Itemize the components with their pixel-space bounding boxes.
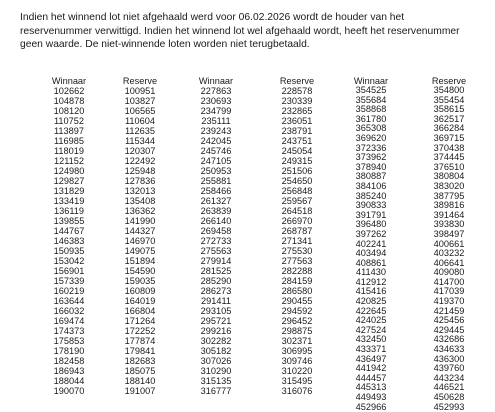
table-cell: 414700 (433, 276, 465, 287)
table-cell: 125948 (124, 166, 156, 176)
table-cell: 269458 (200, 226, 232, 236)
table-cell: 383020 (433, 180, 465, 191)
table-cell: 185075 (124, 366, 156, 376)
table-cell: 171264 (124, 316, 156, 326)
table-cell: 286273 (200, 286, 232, 296)
notice-line-1: Indien het winnend lot niet afgehaald werd voor 06.02.2026 wordt de houder van het (20, 12, 405, 23)
table-cell: 421459 (433, 305, 465, 316)
table-cell: 124980 (53, 166, 85, 176)
table-cell: 234799 (200, 106, 232, 116)
table-cell: 121152 (54, 156, 84, 166)
column-cells (181, 86, 251, 396)
table-cell: 299216 (200, 326, 232, 336)
table-cell: 294592 (281, 306, 313, 316)
table-cell: 110752 (54, 116, 84, 126)
table-cell: 432450 (355, 334, 387, 345)
table-cell: 243751 (281, 136, 313, 146)
table-cell: 232865 (281, 106, 313, 116)
table-cell: 160809 (124, 286, 156, 296)
table-cell: 141990 (124, 216, 156, 226)
table-cell: 445313 (355, 382, 387, 393)
table-cell: 415416 (355, 286, 387, 297)
table-cell: 444457 (355, 372, 387, 383)
table-cell: 365308 (355, 123, 387, 134)
table-cell: 118019 (54, 146, 84, 156)
table-cell: 112635 (125, 126, 155, 136)
table-cell: 144767 (53, 226, 85, 236)
table-cell: 169474 (53, 316, 85, 326)
table-cell: 393830 (433, 219, 465, 230)
table-cell: 373962 (355, 152, 387, 163)
table-cell: 424025 (355, 315, 387, 326)
table-cell: 245054 (281, 146, 313, 156)
table-cell: 452966 (355, 401, 387, 412)
table-cell: 190070 (53, 386, 85, 396)
table-cell: 108120 (53, 106, 85, 116)
table-cell: 172252 (124, 326, 156, 336)
table-cell: 159035 (124, 276, 156, 286)
table-cell: 113897 (54, 126, 84, 136)
table-cell: 281525 (200, 266, 232, 276)
table-cell: 166032 (53, 306, 85, 316)
table-cell: 266970 (281, 216, 313, 226)
table-cell: 390833 (355, 200, 387, 211)
column-winnaar-1 (34, 76, 104, 396)
column-winnaar-2 (181, 76, 251, 396)
table-cell: 122492 (124, 156, 156, 166)
table-cell: 247105 (200, 156, 232, 166)
column-header: Reserve (279, 76, 315, 86)
table-cell: 268787 (281, 226, 313, 236)
table-cell: 403232 (433, 248, 465, 259)
table-cell: 446521 (433, 382, 465, 393)
table-cell: 378940 (355, 161, 387, 172)
table-cell: 302282 (200, 336, 232, 346)
table-cell: 374445 (433, 152, 465, 163)
table-cell: 275563 (200, 246, 232, 256)
table-cell: 153042 (53, 256, 85, 266)
table-cell: 391464 (433, 209, 465, 220)
table-cell: 366284 (433, 123, 465, 134)
table-cell: 146970 (124, 236, 156, 246)
table-cell: 406641 (433, 257, 465, 268)
table-cell: 450628 (433, 392, 465, 402)
table-cell: 397262 (355, 228, 387, 239)
table-cell: 275530 (281, 246, 313, 256)
table-cell: 175853 (53, 336, 85, 346)
table-cell: 227863 (200, 86, 232, 96)
table-cell: 380887 (355, 171, 387, 182)
table-cell: 131829 (53, 186, 85, 196)
table-cell: 263839 (200, 206, 232, 216)
table-cell: 443234 (433, 372, 465, 383)
table-cell: 403494 (355, 248, 387, 259)
table-cell: 163644 (53, 296, 85, 306)
table-cell: 396480 (355, 219, 387, 230)
table-cell: 235111 (201, 116, 231, 126)
table-cell: 135408 (124, 196, 156, 206)
table-cell: 433371 (355, 344, 387, 355)
table-cell: 402241 (355, 238, 387, 249)
table-cell: 420825 (355, 296, 387, 307)
column-header: Winnaar (353, 76, 389, 86)
table-cell: 315135 (200, 376, 232, 386)
table-cell: 146383 (53, 236, 85, 246)
table-cell: 422645 (355, 305, 387, 316)
table-cell: 452993 (433, 401, 465, 412)
table-cell: 376510 (433, 161, 465, 172)
table-cell: 228578 (281, 86, 313, 96)
table-cell: 251506 (281, 166, 313, 176)
table-cell: 439760 (433, 363, 465, 374)
table-cell: 355684 (355, 94, 387, 105)
table-cell: 157339 (53, 276, 85, 286)
table-cell: 258466 (200, 186, 232, 196)
table-cell: 293105 (200, 306, 232, 316)
table-cell: 106565 (124, 106, 156, 116)
table-cell: 116985 (54, 136, 84, 146)
table-cell: 154590 (124, 266, 156, 276)
table-cell: 295721 (200, 316, 232, 326)
table-cell: 255881 (200, 176, 232, 186)
table-cell: 166804 (124, 306, 156, 316)
table-cell: 385240 (355, 190, 387, 201)
table-cell: 188044 (53, 376, 85, 386)
table-cell: 305182 (200, 346, 232, 356)
notice-line-3: geen waarde. De niet-winnende loten worden niet terugbetaald. (20, 39, 310, 51)
table-cell: 298875 (281, 326, 313, 336)
column-header: Reserve (122, 76, 158, 86)
table-cell: 239243 (200, 126, 232, 136)
table-cell: 441942 (355, 363, 387, 374)
table-cell: 177874 (124, 336, 156, 346)
table-cell: 291411 (201, 296, 231, 306)
table-cell: 186943 (53, 366, 85, 376)
column-cells (414, 86, 484, 412)
table-cell: 436497 (355, 353, 387, 364)
table-cell: 179841 (124, 346, 156, 356)
table-cell: 282288 (281, 266, 313, 276)
table-cell: 104878 (53, 96, 85, 106)
table-cell: 316777 (200, 386, 232, 396)
table-cell: 242045 (200, 136, 232, 146)
table-cell: 129827 (53, 176, 85, 186)
table-cell: 408861 (355, 257, 387, 268)
table-cell: 279914 (200, 256, 232, 266)
notice-line-2: reservenummer verwittigd. Indien het winnend lot wel afgehaald wordt, heeft het reservenummer (20, 25, 460, 37)
table-cell: 271341 (281, 236, 313, 246)
column-cells (105, 86, 175, 396)
table-cell: 136119 (54, 206, 84, 216)
table-cell: 427524 (355, 324, 387, 335)
table-cell: 384106 (355, 180, 387, 191)
table-cell: 436300 (433, 353, 465, 364)
table-cell: 182458 (53, 356, 85, 366)
table-cell: 389816 (433, 200, 465, 211)
column-header: Winnaar (51, 76, 87, 86)
table-cell: 132013 (124, 186, 156, 196)
column-winnaar-3 (336, 76, 406, 412)
results-table (0, 76, 495, 412)
table-cell: 150935 (53, 246, 85, 256)
table-cell: 178190 (53, 346, 85, 356)
table-cell: 309746 (281, 356, 313, 366)
table-cell: 361780 (355, 113, 387, 124)
table-cell: 249315 (281, 156, 313, 166)
table-cell: 191007 (124, 386, 156, 396)
table-cell: 102662 (53, 86, 85, 96)
table-cell: 411430 (356, 267, 386, 278)
column-reserve-3 (414, 76, 484, 412)
table-cell: 160219 (53, 286, 85, 296)
table-cell: 144327 (124, 226, 156, 236)
table-cell: 236051 (281, 116, 313, 126)
table-cell: 354800 (433, 85, 465, 95)
table-cell: 429445 (433, 324, 465, 335)
table-cell: 110604 (125, 116, 155, 126)
column-header: Winnaar (198, 76, 234, 86)
table-cell: 230693 (200, 96, 232, 106)
table-cell: 307026 (200, 356, 232, 366)
table-cell: 296452 (281, 316, 313, 326)
column-cells (262, 86, 332, 396)
table-cell: 164019 (124, 296, 156, 306)
table-cell: 417039 (433, 286, 465, 297)
table-cell: 419370 (433, 296, 465, 307)
column-reserve-1 (105, 76, 175, 396)
table-cell: 302371 (281, 336, 313, 346)
table-cell: 277563 (281, 256, 313, 266)
table-cell: 254650 (281, 176, 313, 186)
table-cell: 400661 (433, 238, 465, 249)
table-cell: 315495 (281, 376, 313, 386)
table-cell: 354525 (355, 85, 387, 95)
table-cell: 245746 (200, 146, 232, 156)
table-cell: 151894 (124, 256, 156, 266)
table-cell: 369715 (433, 132, 465, 143)
table-cell: 174373 (53, 326, 85, 336)
notice-text (20, 11, 490, 52)
table-cell: 264518 (281, 206, 313, 216)
table-cell: 372336 (355, 142, 387, 153)
table-cell: 306995 (281, 346, 313, 356)
table-cell: 272733 (200, 236, 232, 246)
table-cell: 391791 (355, 209, 387, 220)
table-cell: 310290 (200, 366, 232, 376)
table-cell: 188140 (124, 376, 156, 386)
table-cell: 316076 (281, 386, 313, 396)
table-cell: 149075 (124, 246, 156, 256)
table-cell: 412912 (355, 276, 387, 287)
table-cell: 286580 (281, 286, 313, 296)
table-cell: 284159 (281, 276, 313, 286)
table-cell: 425456 (433, 315, 465, 326)
column-cells (34, 86, 104, 396)
table-cell: 369620 (355, 132, 387, 143)
table-cell: 261327 (200, 196, 232, 206)
table-cell: 256848 (281, 186, 313, 196)
table-cell: 285290 (200, 276, 232, 286)
table-cell: 103827 (124, 96, 156, 106)
table-cell: 136362 (124, 206, 156, 216)
table-cell: 449493 (355, 392, 387, 402)
table-cell: 358615 (433, 104, 465, 115)
table-cell: 133419 (53, 196, 85, 206)
column-header: Reserve (431, 76, 467, 86)
table-cell: 127836 (124, 176, 156, 186)
table-cell: 358868 (355, 104, 387, 115)
table-cell: 398497 (433, 228, 465, 239)
table-cell: 250953 (200, 166, 232, 176)
table-cell: 230339 (281, 96, 313, 106)
table-cell: 120307 (124, 146, 156, 156)
table-cell: 370438 (433, 142, 465, 153)
table-cell: 434633 (433, 344, 465, 355)
column-reserve-2 (262, 76, 332, 396)
table-cell: 290455 (281, 296, 313, 306)
table-cell: 362517 (433, 113, 465, 124)
table-cell: 387795 (433, 190, 465, 201)
table-cell: 182683 (124, 356, 156, 366)
table-cell: 266140 (200, 216, 232, 226)
table-cell: 409080 (433, 267, 465, 278)
table-cell: 380804 (433, 171, 465, 182)
table-cell: 115344 (125, 136, 155, 146)
table-cell: 238791 (281, 126, 313, 136)
table-cell: 139855 (53, 216, 85, 226)
column-cells (336, 86, 406, 412)
table-cell: 156901 (53, 266, 85, 276)
table-cell: 310220 (281, 366, 313, 376)
table-cell: 259567 (281, 196, 313, 206)
table-cell: 100951 (124, 86, 156, 96)
table-cell: 355454 (433, 94, 465, 105)
table-cell: 432686 (433, 334, 465, 345)
